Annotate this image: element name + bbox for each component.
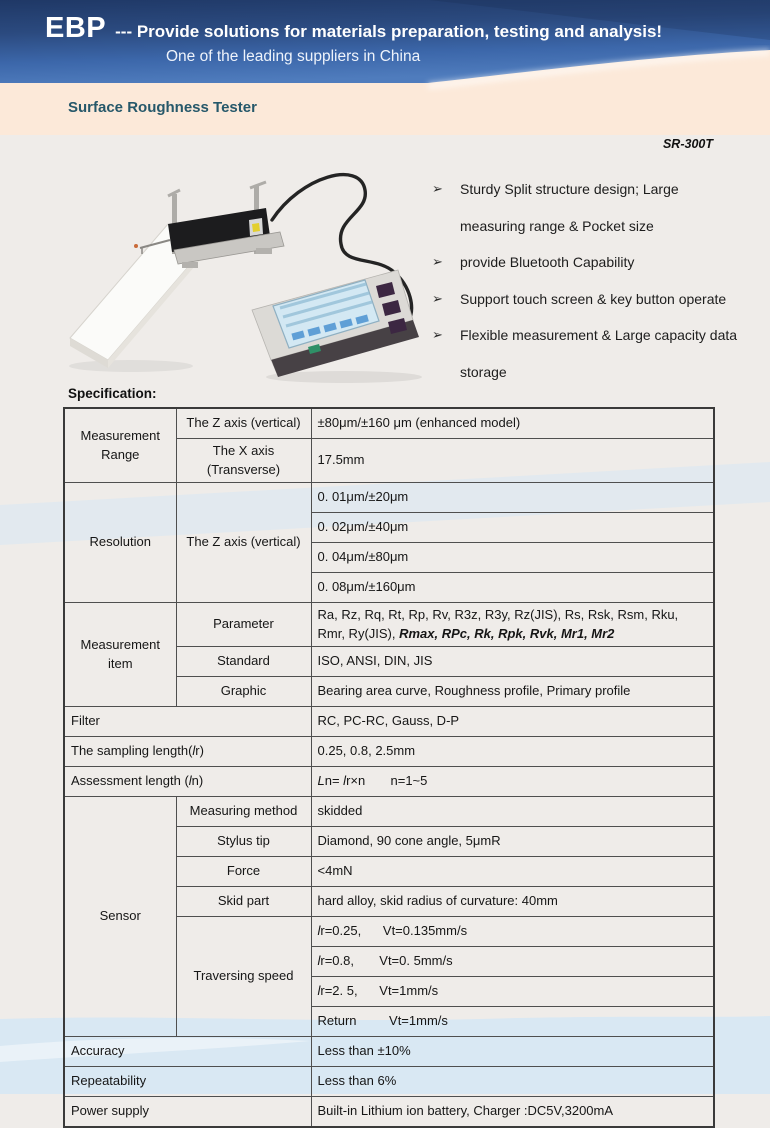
spec-cell-resolution-value-3: 0. 04μm/±80μm (311, 543, 714, 573)
spec-cell-standard-value: ISO, ANSI, DIN, JIS (311, 647, 714, 677)
spec-row-measurement-z (64, 408, 714, 439)
spec-cell-traversing-value-2: lr=0.8, Vt=0. 5mm/s (311, 947, 714, 977)
spec-cell-traversing-speed-label: Traversing speed (176, 917, 311, 1037)
spec-cell-power-supply-value: Built-in Lithium ion battery, Charger :DC5V,3200mA (311, 1097, 714, 1128)
spec-cell-accuracy-value: Less than ±10% (311, 1037, 714, 1067)
spec-cell-sampling-length-label: The sampling length(lr) (64, 737, 311, 767)
spec-cell-graphic-label: Graphic (176, 677, 311, 707)
spec-cell-repeatability-label: Repeatability (64, 1067, 311, 1097)
spec-row-accuracy (64, 1037, 714, 1067)
spec-cell-filter-value: RC, PC-RC, Gauss, D-P (311, 707, 714, 737)
spec-cell-graphic-value: Bearing area curve, Roughness profile, Primary profile (311, 677, 714, 707)
spec-cell-parameter-label: Parameter (176, 603, 311, 647)
spec-cell-traversing-value-3: lr=2. 5, Vt=1mm/s (311, 977, 714, 1007)
spec-row-filter (64, 707, 714, 737)
spec-cell-measurement-range-label: Measurement Range (64, 408, 176, 483)
product-photo-illustration (56, 160, 424, 390)
arrow-bullet-icon: ➢ (432, 290, 443, 306)
feature-line: measuring range & Pocket size (460, 217, 654, 234)
spec-cell-traversing-value-1: lr=0.25, Vt=0.135mm/s (311, 917, 714, 947)
spec-cell-stylus-tip-value: Diamond, 90 cone angle, 5μmR (311, 827, 714, 857)
arrow-bullet-icon: ➢ (432, 254, 443, 269)
spec-cell-x-axis-value: 17.5mm (311, 439, 714, 483)
spec-row-power-supply (64, 1097, 714, 1128)
spec-cell-repeatability-value: Less than 6% (311, 1067, 714, 1097)
spec-table (63, 407, 715, 1128)
spec-cell-standard-label: Standard (176, 647, 311, 677)
spec-cell-z-axis-label: The Z axis (vertical) (176, 408, 311, 439)
spec-cell-accuracy-label: Accuracy (64, 1037, 311, 1067)
spec-heading: Specification: (68, 386, 157, 401)
spec-cell-force-label: Force (176, 857, 311, 887)
feature-list (432, 171, 754, 390)
brand-logo-text: EBP (45, 12, 107, 44)
spec-cell-assessment-length-label: Assessment length (ln) (64, 767, 311, 797)
spec-row-parameter (64, 603, 714, 647)
spec-cell-measurement-item-label: Measurement item (64, 603, 176, 707)
spec-cell-resolution-label: Resolution (64, 483, 176, 603)
feature-line: provide Bluetooth Capability (460, 254, 635, 270)
spec-cell-skid-part-label: Skid part (176, 887, 311, 917)
spec-cell-resolution-value-1: 0. 01μm/±20μm (311, 483, 714, 513)
spec-cell-stylus-tip-label: Stylus tip (176, 827, 311, 857)
header-brand-line (45, 12, 662, 45)
spec-cell-z-axis-value: ±80μm/±160 μm (enhanced model) (311, 408, 714, 439)
header-subtitle: One of the leading suppliers in China (166, 48, 421, 65)
spec-cell-traversing-value-4: Return Vt=1mm/s (311, 1007, 714, 1037)
feature-item (432, 171, 754, 244)
feature-line: Support touch screen & key button operate (460, 290, 727, 307)
spec-cell-parameter-value: Ra, Rz, Rq, Rt, Rp, Rv, R3z, R3y, Rz(JIS), Rs, Rsk, Rsm, Rku, Rmr, Ry(JIS), Rmax, RPc, Rk, Rpk, Rvk, Mr1, Mr2 (311, 603, 714, 647)
model-label: SR-300T (662, 137, 713, 151)
spec-cell-x-axis-label: The X axis (Transverse) (176, 439, 311, 483)
arrow-bullet-icon: ➢ (432, 327, 443, 342)
feature-line: Flexible measurement & Large capacity data (460, 327, 738, 343)
arrow-bullet-icon: ➢ (432, 181, 443, 196)
spec-cell-sensor-label: Sensor (64, 797, 176, 1037)
feature-item (432, 317, 754, 390)
spec-row-assessment-length (64, 767, 714, 797)
spec-cell-assessment-length-value: Ln= lr×n n=1~5 (311, 767, 714, 797)
spec-cell-resolution-value-2: 0. 02μm/±40μm (311, 513, 714, 543)
spec-cell-resolution-value-4: 0. 08μm/±160μm (311, 573, 714, 603)
spec-table-container (63, 407, 715, 1128)
spec-cell-force-value: <4mN (311, 857, 714, 887)
spec-row-resolution-1 (64, 483, 714, 513)
page-title: Surface Roughness Tester (68, 99, 257, 116)
spec-row-repeatability (64, 1067, 714, 1097)
feature-line: storage (460, 363, 507, 380)
spec-cell-filter-label: Filter (64, 707, 311, 737)
spec-cell-power-supply-label: Power supply (64, 1097, 311, 1128)
spec-row-sampling-length (64, 737, 714, 767)
spec-row-measuring-method (64, 797, 714, 827)
spec-cell-resolution-axis-label: The Z axis (vertical) (176, 483, 311, 603)
feature-line: Sturdy Split structure design; Large (460, 181, 679, 197)
feature-item (432, 244, 754, 281)
spec-cell-measuring-method-label: Measuring method (176, 797, 311, 827)
header-tagline: --- Provide solutions for materials preparation, testing and analysis! (115, 22, 663, 41)
spec-cell-skid-part-value: hard alloy, skid radius of curvature: 40mm (311, 887, 714, 917)
feature-item (432, 281, 754, 318)
spec-cell-sampling-length-value: 0.25, 0.8, 2.5mm (311, 737, 714, 767)
spec-cell-measuring-method-value: skidded (311, 797, 714, 827)
